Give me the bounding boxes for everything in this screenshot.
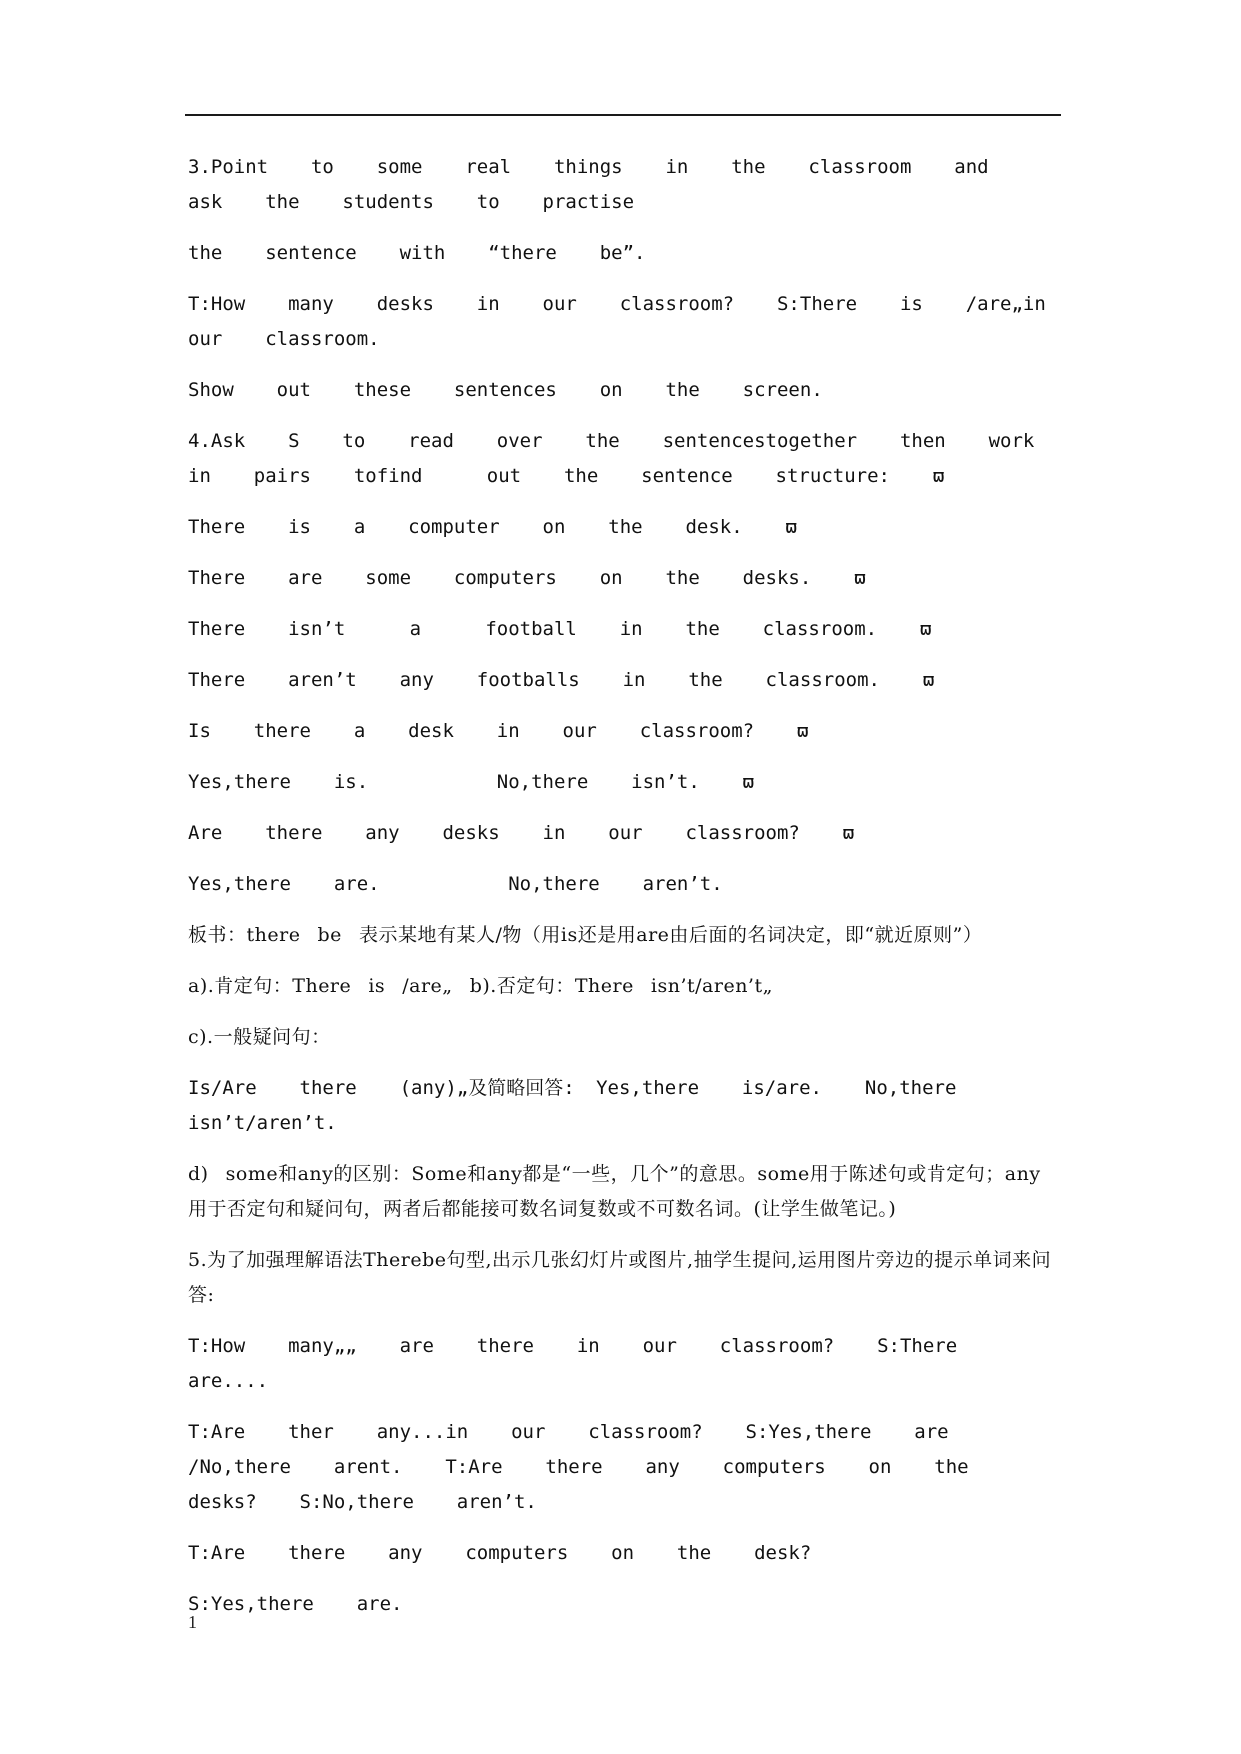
document-line: There isn’t a football in the classroom. ϖ	[188, 618, 932, 640]
document-line: T:How many„„ are there in our classroom? S:There are....	[188, 1335, 1001, 1392]
document-line: d) some和any的区别：Some和any都是“一些，几个”的意思。some用于陈述句或肯定句；any用于否定句和疑问句，两者后都能接可数名词复数或不可数名词。(让学生做笔记。)	[188, 1163, 1041, 1220]
document-line: There is a computer on the desk. ϖ	[188, 516, 797, 538]
document-line: 3.Point to some real things in the classroom and ask the students to practise	[188, 156, 1032, 213]
document-line: 板书：there be 表示某地有某人/物（用is还是用are由后面的名词决定，即“就近原则”）	[188, 924, 983, 946]
document-line: There aren’t any footballs in the classroom. ϖ	[188, 669, 935, 691]
document-line: 5.为了加强理解语法Therebe句型,出示几张幻灯片或图片,抽学生提问,运用图片旁边的提示单词来问答:	[188, 1249, 1052, 1306]
document-line: Are there any desks in our classroom? ϖ	[188, 822, 855, 844]
document-line: T:Are there any computers on the desk?	[188, 1542, 812, 1564]
header-rule	[185, 114, 1061, 116]
document-line: Yes,there is. No,there isn’t. ϖ	[188, 771, 755, 793]
document-line: Is there a desk in our classroom? ϖ	[188, 720, 809, 742]
page-number: 1	[188, 1612, 197, 1632]
document-line: Show out these sentences on the screen.	[188, 379, 823, 401]
document-body	[188, 150, 1089, 1638]
document-line: S:Yes,there are.	[188, 1593, 403, 1615]
document-line: T:Are ther any...in our classroom? S:Yes,there are /No,there arent. T:Are there any computers on the desks? S:No,there aren’t.	[188, 1421, 1012, 1513]
document-line: c).一般疑问句：	[188, 1026, 331, 1048]
document-line: Is/Are there (any)„及简略回答: Yes,there is/are. No,there isn’t/aren’t.	[188, 1077, 1000, 1134]
document-line: T:How many desks in our classroom? S:There is /are„in our classroom.	[188, 293, 1089, 350]
document-line: There are some computers on the desks. ϖ	[188, 567, 866, 589]
document-line: Yes,there are. No,there aren’t.	[188, 873, 723, 895]
document-line: the sentence with “there be”.	[188, 242, 646, 264]
document-line: a).肯定句：There is /are„ b).否定句：There isn’t/aren’t„	[188, 975, 773, 997]
document-line: 4.Ask S to read over the sentencestogether then work in pairs tofind out the sentence structure: ϖ	[188, 430, 1078, 487]
